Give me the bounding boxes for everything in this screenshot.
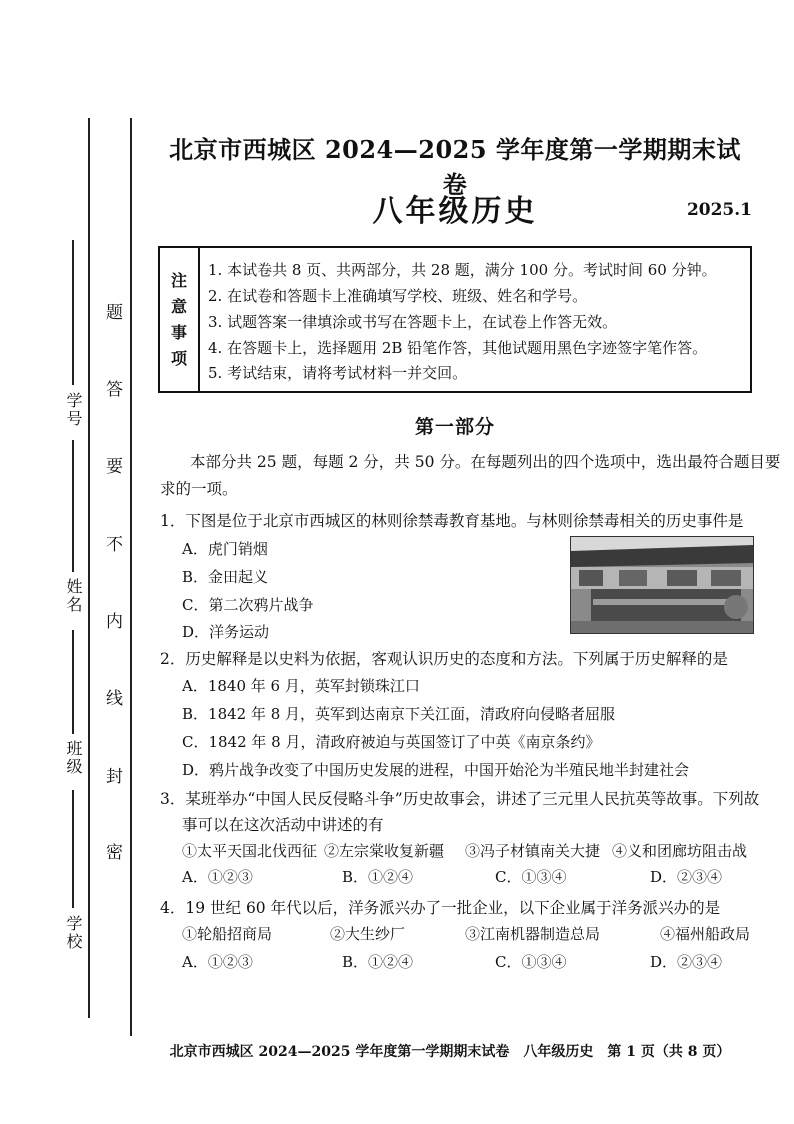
choice-item: ④义和团廊坊阻击战 <box>612 842 748 860</box>
seal-char-7: 封 <box>106 767 123 787</box>
class-line[interactable] <box>72 630 74 734</box>
name-line[interactable] <box>72 440 74 572</box>
answer-option: C．①③④ <box>495 868 567 886</box>
answer-option: D．②③④ <box>650 868 723 886</box>
answer-option: A．①②③ <box>182 868 253 886</box>
seal-char-2: 答 <box>106 380 123 400</box>
page-footer: 北京市西城区 2024—2025 学年度第一学期期末试卷 八年级历史 第 1 页（共 8 页） <box>169 1044 731 1060</box>
student-id-label: 学号 <box>64 392 83 428</box>
choice-item: ①太平天国北伐西征 <box>182 842 318 860</box>
seal-char-4: 不 <box>106 535 123 555</box>
exam-title: 北京市西城区 2024—2025 学年度第一学期期末试卷 <box>169 135 741 199</box>
question-stem-cont: 事可以在这次活动中讲述的有 <box>182 816 384 834</box>
question-stem: 4．19 世纪 60 年代以后，洋务派兴办了一批企业，以下企业属于洋务派兴办的是 <box>160 899 721 917</box>
answer-option: B．金田起义 <box>182 568 269 586</box>
seal-char-3: 要 <box>106 457 123 477</box>
choice-item: ①轮船招商局 <box>182 925 273 943</box>
choice-item: ④福州船政局 <box>660 925 751 943</box>
choice-item: ②左宗棠收复新疆 <box>324 842 445 860</box>
school-line[interactable] <box>72 790 74 908</box>
school-label: 学校 <box>64 915 83 951</box>
question-stem: 1．下图是位于北京市西城区的林则徐禁毒教育基地。与林则徐禁毒相关的历史事件是 <box>160 512 744 530</box>
part-title: 第一部分 <box>414 416 495 438</box>
answer-option: B．1842 年 8 月，英军到达南京下关江面，清政府向侵略者屈服 <box>182 705 616 723</box>
notice-item: 1. 本试卷共 8 页、共两部分，共 28 题，满分 100 分。考试时间 60 分钟。 <box>208 261 717 279</box>
notice-header <box>160 248 200 391</box>
binding-inner-line <box>130 118 132 1036</box>
answer-option: C．①③④ <box>495 953 567 971</box>
notice-box <box>158 246 752 393</box>
part-intro: 本部分共 25 题，每题 2 分，共 50 分。在每题列出的四个选项中，选出最符合题目要 <box>190 453 781 471</box>
answer-option: C．1842 年 8 月，清政府被迫与英国签订了中英《南京条约》 <box>182 733 601 751</box>
question-stem: 2．历史解释是以史料为依据，客观认识历史的态度和方法。下列属于历史解释的是 <box>160 650 728 668</box>
choice-item: ③冯子材镇南关大捷 <box>465 842 601 860</box>
class-label: 班级 <box>64 740 83 776</box>
notice-item: 3. 试题答案一律填涂或书写在答题卡上，在试卷上作答无效。 <box>208 313 618 331</box>
notice-head-char: 注 <box>171 271 188 290</box>
answer-option: C．第二次鸦片战争 <box>182 596 314 614</box>
notice-item: 2. 在试卷和答题卡上准确填写学校、班级、姓名和学号。 <box>208 287 588 305</box>
answer-option: D．鸦片战争改变了中国历史发展的进程，中国开始沦为半殖民地半封建社会 <box>182 761 690 779</box>
seal-char-6: 线 <box>106 689 123 709</box>
seal-char-5: 内 <box>106 612 123 632</box>
building-photo-illustration <box>571 537 753 633</box>
answer-option: B．①②④ <box>342 868 414 886</box>
name-label: 姓名 <box>64 578 83 614</box>
seal-char-1: 题 <box>106 303 123 323</box>
exam-date: 2025.1 <box>686 200 752 220</box>
answer-option: B．①②④ <box>342 953 414 971</box>
education-base-photo <box>570 536 754 634</box>
binding-outer-line <box>88 118 90 1018</box>
choice-item: ③江南机器制造总局 <box>465 925 601 943</box>
part-intro-cont: 求的一项。 <box>160 480 238 498</box>
answer-option: A．1840 年 6 月，英军封锁珠江口 <box>182 677 420 695</box>
question-stem: 3．某班举办“中国人民反侵略斗争”历史故事会，讲述了三元里人民抗英等故事。下列故 <box>160 790 760 808</box>
seal-char-8: 密 <box>106 843 123 863</box>
notice-head-char: 意 <box>171 297 188 316</box>
answer-option: A．虎门销烟 <box>182 540 268 558</box>
notice-item: 5. 考试结束，请将考试材料一并交回。 <box>208 364 468 382</box>
answer-option: D．②③④ <box>650 953 723 971</box>
student-id-line[interactable] <box>72 240 74 385</box>
choice-item: ②大生纱厂 <box>330 925 406 943</box>
answer-option: D．洋务运动 <box>182 623 270 641</box>
notice-item: 4. 在答题卡上，选择题用 2B 铅笔作答，其他试题用黑色字迹签字笔作答。 <box>208 339 708 357</box>
exam-subject: 八年级历史 <box>372 194 538 229</box>
notice-head-char: 项 <box>171 349 188 368</box>
answer-option: A．①②③ <box>182 953 253 971</box>
notice-head-char: 事 <box>171 323 188 342</box>
